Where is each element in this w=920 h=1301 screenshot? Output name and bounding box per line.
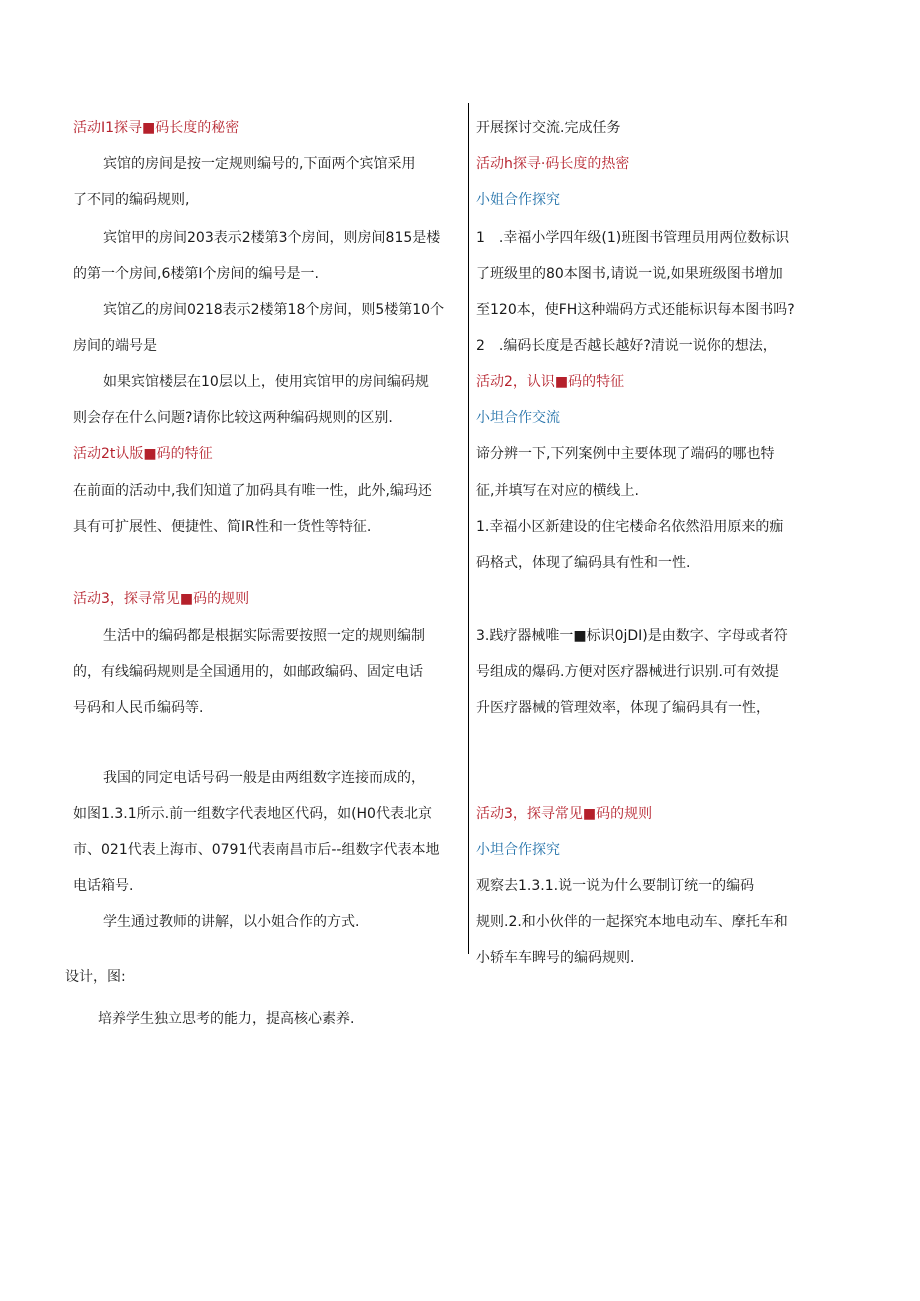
activity-1-text: 则会存在什么问题?请你比较这两种编码规则的区别. [73, 410, 393, 426]
case-3-text: 号组成的爆码.方便对医疗器械进行识别.可有效提 [476, 664, 779, 680]
activity-3-title: 活动3，探寻常见■码的规则 [73, 591, 250, 607]
activity-3-text: 规则.2.和小伙伴的一起探究本地电动车、摩托车和 [476, 914, 788, 930]
question-1-text: 了班级里的80本图书,请说一说,如果班级图书增加 [476, 266, 783, 282]
activity-1-text: 房间的端号是 [73, 338, 157, 354]
activity-3-text: 生活中的编码都是根据实际需要按照一定的规则编制 [103, 628, 425, 644]
activity-1-title: 活动I1探寻■码长度的秘密 [73, 120, 240, 136]
activity-3-title: 活动3，探寻常见■码的规则 [476, 806, 653, 822]
activity-2-title: 活动2，认识■码的特征 [476, 374, 625, 390]
activity-1-text: 了不同的编码规则, [73, 192, 190, 208]
activity-3-text: 的，有线编码规则是全国通用的，如邮政编码、固定电话 [73, 664, 423, 680]
design-text: 培养学生独立思考的能力，提高核心素养. [98, 1011, 355, 1027]
case-3-text: 升医疗器械的管理效率，体现了编码具有一性， [476, 700, 770, 716]
activity-2-text: 征,并填写在对应的横线上. [476, 483, 639, 499]
activity-2-text: 具有可扩展性、便捷性、简IR性和一货性等特征. [73, 519, 372, 535]
activity-1-title: 活动h探寻·码长度的热密 [476, 156, 630, 172]
activity-3-text: 电话箱号. [73, 878, 134, 894]
column-divider [468, 103, 469, 954]
activity-1-text: 宾馆的房间是按一定规则编号的,下面两个宾馆采用 [103, 156, 416, 172]
question-1-text: 至120本，使FH这种端码方式还能标识每本图书吗? [476, 302, 795, 318]
activity-3-text: 市、021代表上海市、0791代表南昌市后--组数字代表本地 [73, 842, 440, 858]
activity-2-title: 活动2t认版■码的特征 [73, 446, 213, 462]
activity-3-text: 观察去1.3.1.说一说为什么要制订统一的编码 [476, 878, 755, 894]
activity-3-text: 我国的同定电话号码一般是由两组数字连接而成的， [103, 770, 425, 786]
case-1-text: 1.幸福小区新建设的住宅楼命名依然沿用原来的痂 [476, 519, 784, 535]
activity-3-text: 小轿车车睥号的编码规则. [476, 950, 635, 966]
activity-2-text: 谛分辨一下,下列案例中主要体现了端码的哪也特 [476, 446, 775, 462]
activity-2-subtitle: 小坦合作交流 [476, 410, 560, 426]
activity-1-text: 的第一个房间,6楼第I个房间的编号是一. [73, 266, 319, 282]
case-3-text: 3.践疗器械唯一■标识0jDI)是由数字、字母或者符 [476, 628, 788, 644]
activity-3-subtitle: 小坦合作探究 [476, 842, 560, 858]
activity-1-text: 宾馆甲的房间203表示2楼第3个房间，则房间815是楼 [103, 230, 441, 246]
case-1-text: 码格式，体现了编码具有性和一性. [476, 555, 691, 571]
activity-2-text: 在前面的活动中,我们知道了加码具有唯一性，此外,编玛还 [73, 483, 432, 499]
question-1-text: 1 .幸福小学四年级(1)班图书管理员用两位数标识 [476, 230, 790, 246]
design-label: 设计，图: [65, 969, 126, 985]
activity-3-text: 如图1.3.1所示.前一组数字代表地区代码，如(H0代表北京 [73, 806, 432, 822]
activity-3-text: 学生通过教师的讲解，以小姐合作的方式. [103, 914, 360, 930]
question-2-text: 2 .编码长度是否越长越好?清说一说你的想法， [476, 338, 777, 354]
activity-1-text: 如果宾馆楼层在10层以上，使用宾馆甲的房间编码规 [103, 374, 429, 390]
intro-text: 开展探讨交流.完成任务 [476, 120, 621, 136]
activity-1-subtitle: 小姐合作探究 [476, 192, 560, 208]
activity-3-text: 号码和人民币编码等. [73, 700, 204, 716]
activity-1-text: 宾馆乙的房间0218表示2楼第18个房间，则5楼第10个 [103, 302, 445, 318]
